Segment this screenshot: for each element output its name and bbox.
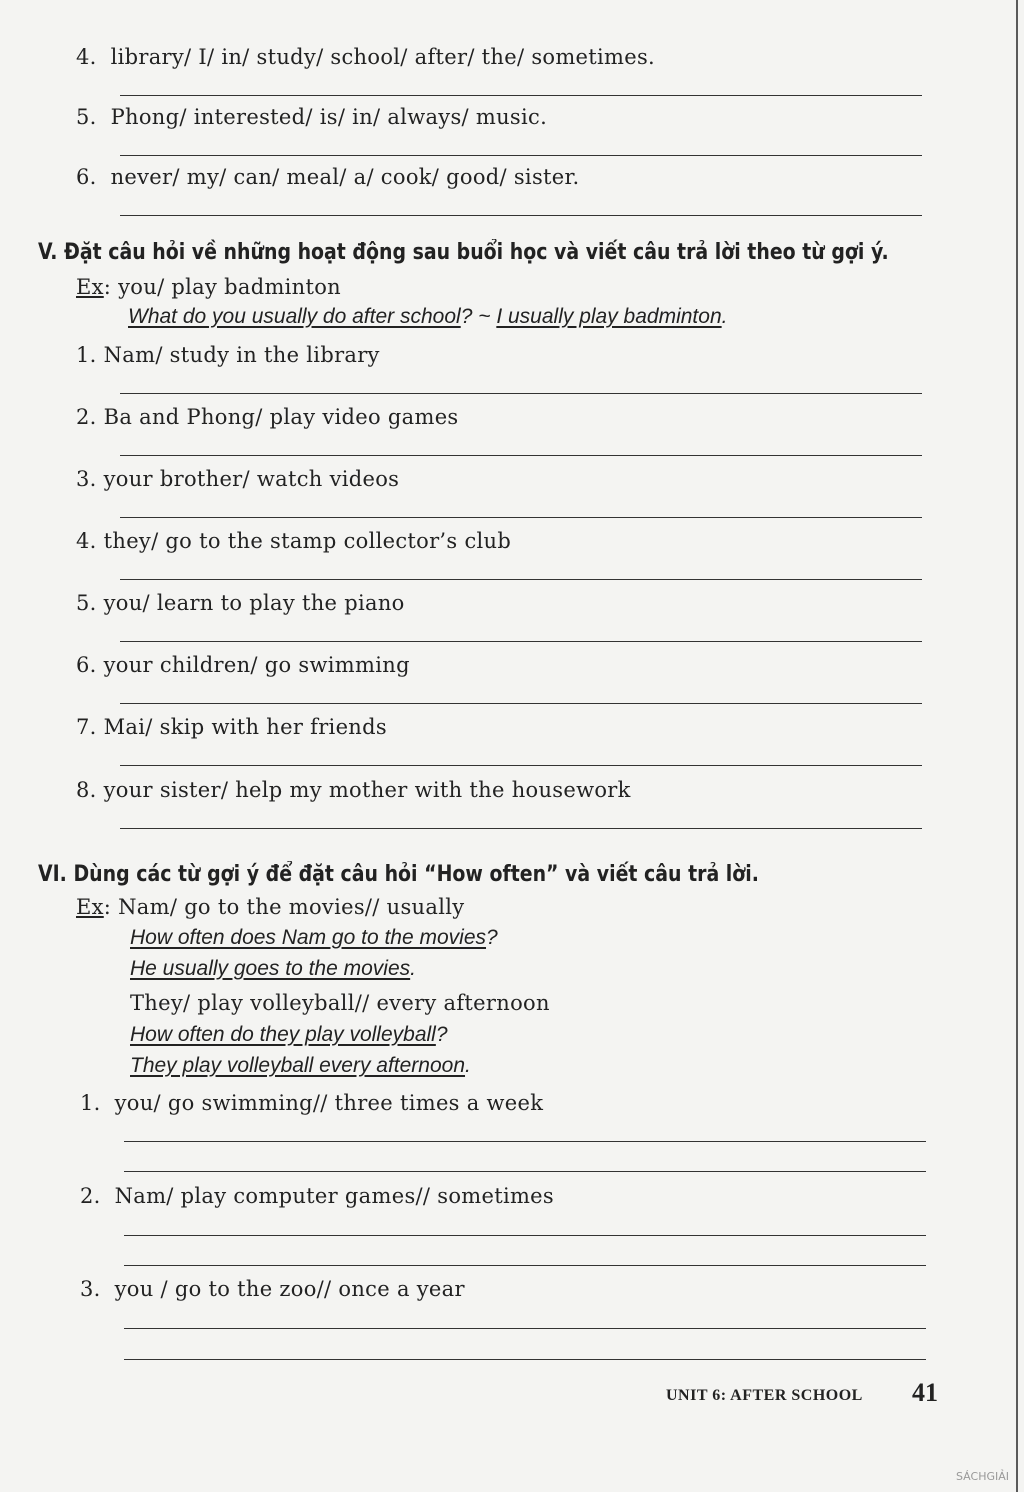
section-v-item-6: 6. your children/ go swimming — [76, 653, 410, 677]
answer-line[interactable] — [120, 703, 922, 704]
answer-line[interactable] — [124, 1359, 926, 1360]
section-v-item-1: 1. Nam/ study in the library — [76, 343, 380, 367]
answer-line[interactable] — [124, 1235, 926, 1236]
prev-item-4: 4. library/ I/ in/ study/ school/ after/ the/ sometimes. — [76, 45, 656, 69]
answer-line[interactable] — [120, 517, 922, 518]
section-vi-item-1: 1. you/ go swimming// three times a week — [80, 1091, 544, 1115]
section-vi-example-prompt-1: Ex: Nam/ go to the movies// usually — [76, 895, 465, 919]
footer-unit-title: UNIT 6: AFTER SCHOOL — [666, 1387, 863, 1404]
section-v-item-2: 2. Ba and Phong/ play video games — [76, 405, 459, 429]
answer-line[interactable] — [124, 1265, 926, 1266]
section-v-example-prompt: Ex: you/ play badminton — [76, 275, 341, 299]
section-vi-example-question-1: How often does Nam go to the movies? — [130, 926, 498, 949]
section-v-item-4: 4. they/ go to the stamp collector’s club — [76, 529, 512, 553]
prev-item-6: 6. never/ my/ can/ meal/ a/ cook/ good/ sister. — [76, 165, 580, 189]
answer-line[interactable] — [120, 455, 922, 456]
answer-line[interactable] — [120, 393, 922, 394]
section-vi-example-answer-1: He usually goes to the movies. — [130, 957, 416, 980]
section-v-item-7: 7. Mai/ skip with her friends — [76, 715, 387, 739]
section-v-item-3: 3. your brother/ watch videos — [76, 467, 400, 491]
answer-line[interactable] — [120, 579, 922, 580]
answer-line[interactable] — [124, 1141, 926, 1142]
answer-line[interactable] — [120, 215, 922, 216]
answer-line[interactable] — [120, 155, 922, 156]
section-vi-example-answer-2: They play volleyball every afternoon. — [130, 1054, 471, 1077]
section-vi-item-2: 2. Nam/ play computer games// sometimes — [80, 1184, 554, 1208]
section-v-item-8: 8. your sister/ help my mother with the housework — [76, 778, 631, 802]
section-v-example-answer: What do you usually do after school? ~ I usually play badminton. — [128, 305, 728, 328]
page-number: 41 — [912, 1378, 938, 1407]
answer-line[interactable] — [124, 1171, 926, 1172]
answer-line[interactable] — [120, 765, 922, 766]
section-v-item-5: 5. you/ learn to play the piano — [76, 591, 405, 615]
answer-line[interactable] — [120, 828, 922, 829]
section-v-heading: V. Đặt câu hỏi về những hoạt động sau buổi học và viết câu trả lời theo từ gợi ý. — [38, 240, 889, 265]
section-vi-example-prompt-2: They/ play volleyball// every afternoon — [130, 991, 550, 1015]
section-vi-heading: VI. Dùng các từ gợi ý để đặt câu hỏi “How often” và viết câu trả lời. — [38, 862, 759, 887]
section-vi-item-3: 3. you / go to the zoo// once a year — [80, 1277, 465, 1301]
section-vi-example-question-2: How often do they play volleyball? — [130, 1023, 448, 1046]
answer-line[interactable] — [120, 641, 922, 642]
watermark: SÁCHGIẢI — [956, 1470, 1010, 1483]
page-edge — [1016, 0, 1018, 1492]
answer-line[interactable] — [124, 1328, 926, 1329]
answer-line[interactable] — [120, 95, 922, 96]
prev-item-5: 5. Phong/ interested/ is/ in/ always/ music. — [76, 105, 548, 129]
